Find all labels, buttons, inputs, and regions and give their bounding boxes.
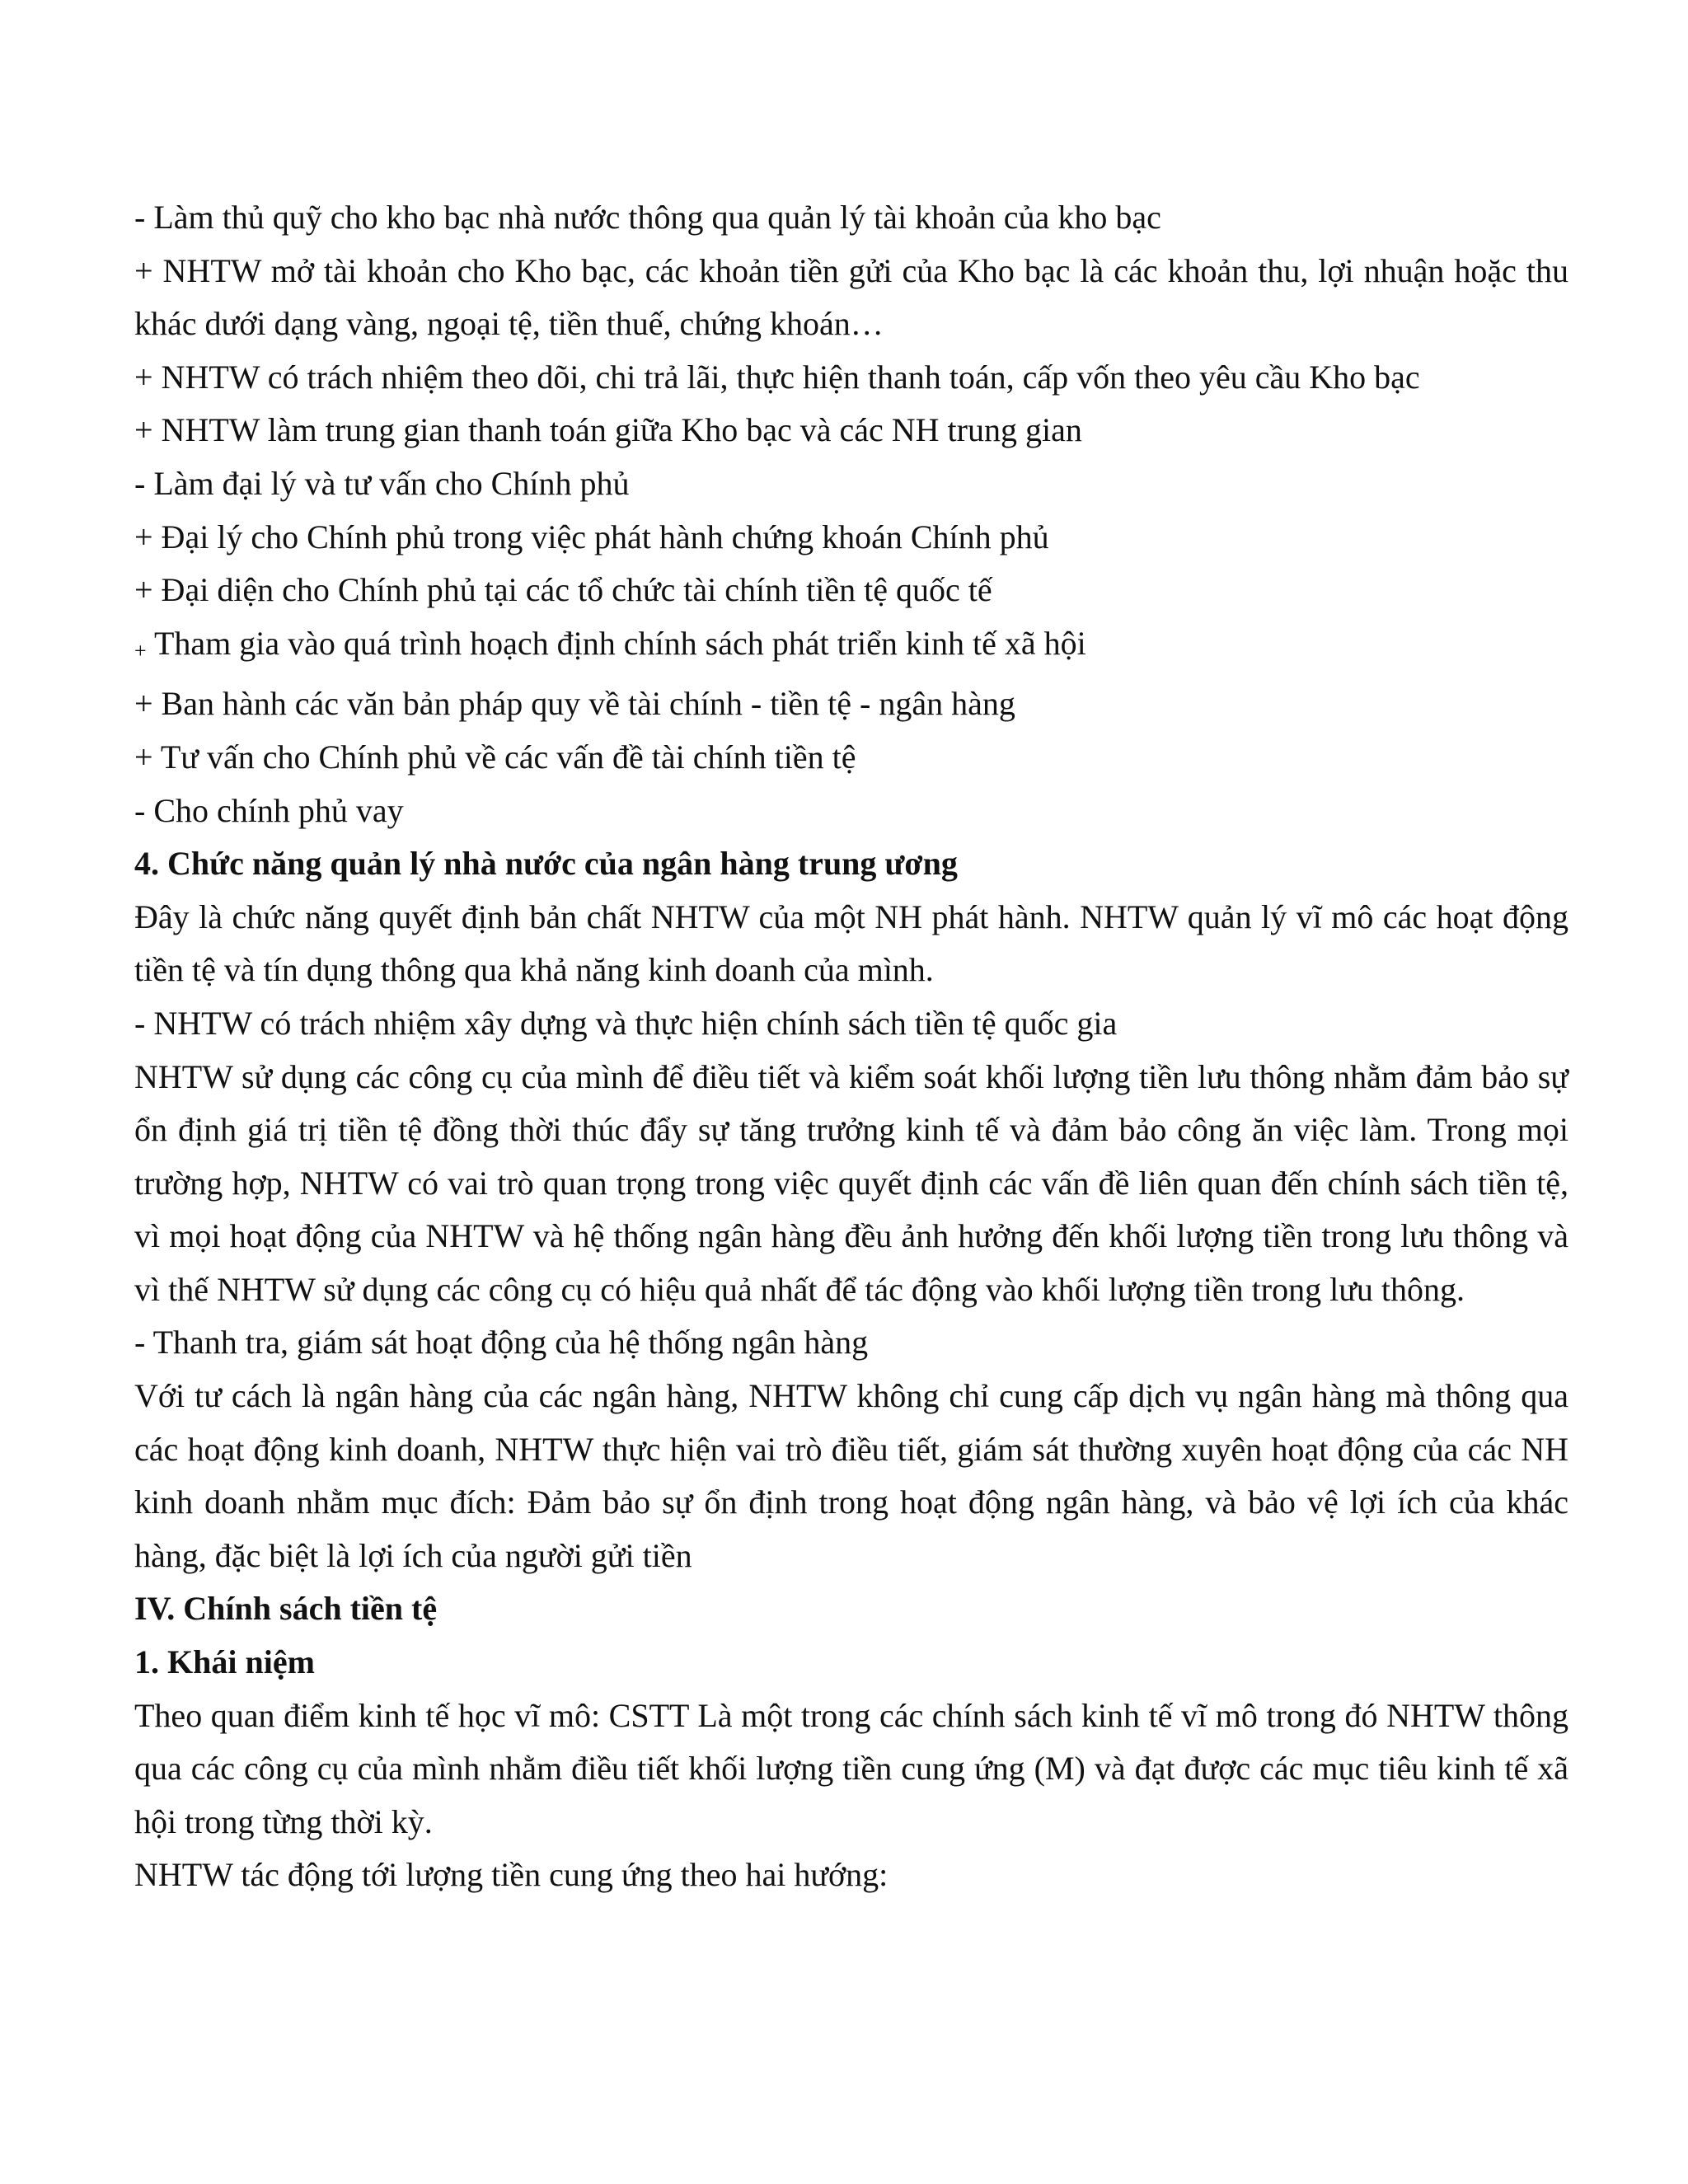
paragraph: Theo quan điểm kinh tế học vĩ mô: CSTT Là một trong các chính sách kinh tế vĩ mô trong đó NHTW thông qua các công cụ của mình nhằm điều tiết khối lượng tiền cung ứng (M) và đạt được các mục tiêu kinh tế xã hội trong từng thời kỳ.	[134, 1696, 1568, 1840]
text-line: - Làm đại lý và tư vấn cho Chính phủ	[134, 464, 630, 502]
text-line: + NHTW làm trung gian thanh toán giữa Kho bạc và các NH trung gian	[134, 411, 1082, 449]
text-line: + Đại lý cho Chính phủ trong việc phát hành chứng khoán Chính phủ	[134, 518, 1049, 555]
text-line: + NHTW có trách nhiệm theo dõi, chi trả lãi, thực hiện thanh toán, cấp vốn theo yêu cầu Kho bạc	[134, 358, 1420, 396]
paragraph: + NHTW mở tài khoản cho Kho bạc, các khoản tiền gửi của Kho bạc là các khoản thu, lợi nhuận hoặc thu khác dưới dạng vàng, ngoại tệ, tiền thuế, chứng khoán…	[134, 251, 1568, 343]
text-line: - Thanh tra, giám sát hoạt động của hệ thống ngân hàng	[134, 1324, 869, 1361]
section-heading: IV. Chính sách tiền tệ	[134, 1590, 438, 1628]
paragraph: Đây là chức năng quyết định bản chất NHTW của một NH phát hành. NHTW quản lý vĩ mô các hoạt động tiền tệ và tín dụng thông qua khả năng kinh doanh của mình.	[134, 898, 1568, 989]
text-line-body: Tham gia vào quá trình hoạch định chính sách phát triển kinh tế xã hội	[153, 624, 1086, 662]
text-line: + Ban hành các văn bản pháp quy về tài chính - tiền tệ - ngân hàng	[134, 685, 1015, 723]
section-heading: 4. Chức năng quản lý nhà nước của ngân hàng trung ương	[134, 845, 958, 883]
text-line: - NHTW có trách nhiệm xây dựng và thực hiện chính sách tiền tệ quốc gia	[134, 1004, 1118, 1042]
document-page	[134, 191, 1568, 1902]
text-line: - Cho chính phủ vay	[134, 791, 404, 829]
paragraph: NHTW sử dụng các công cụ của mình để điều tiết và kiểm soát khối lượng tiền lưu thông nhằm đảm bảo sự ổn định giá trị tiền tệ đồng thời thúc đẩy sự tăng trưởng kinh tế và đảm bảo công ăn việc làm. Trong mọi trường hợp, NHTW có vai trò quan trọng trong việc quyết định các vấn đề liên quan đến chính sách tiền tệ, vì mọi hoạt động của NHTW và hệ thống ngân hàng đều ảnh hưởng đến khối lượng tiền trong lưu thông và vì thế NHTW sử dụng các công cụ có hiệu quả nhất để tác động vào khối lượng tiền trong lưu thông.	[134, 1057, 1568, 1308]
text-line: + Đại diện cho Chính phủ tại các tổ chức tài chính tiền tệ quốc tế	[134, 571, 992, 609]
small-plus-marker: +	[134, 638, 147, 663]
text-line	[134, 617, 1568, 678]
text-line: NHTW tác động tới lượng tiền cung ứng theo hai hướng:	[134, 1856, 889, 1894]
text-line: + Tư vấn cho Chính phủ về các vấn đề tài chính tiền tệ	[134, 738, 856, 776]
subsection-heading: 1. Khái niệm	[134, 1643, 315, 1681]
text-line: - Làm thủ quỹ cho kho bạc nhà nước thông qua quản lý tài khoản của kho bạc	[134, 199, 1161, 236]
paragraph: Với tư cách là ngân hàng của các ngân hàng, NHTW không chỉ cung cấp dịch vụ ngân hàng mà thông qua các hoạt động kinh doanh, NHTW thực hiện vai trò điều tiết, giám sát thường xuyên hoạt động của các NH kinh doanh nhằm mục đích: Đảm bảo sự ổn định trong hoạt động ngân hàng, và bảo vệ lợi ích của khác hàng, đặc biệt là lợi ích của người gửi tiền	[134, 1377, 1568, 1574]
